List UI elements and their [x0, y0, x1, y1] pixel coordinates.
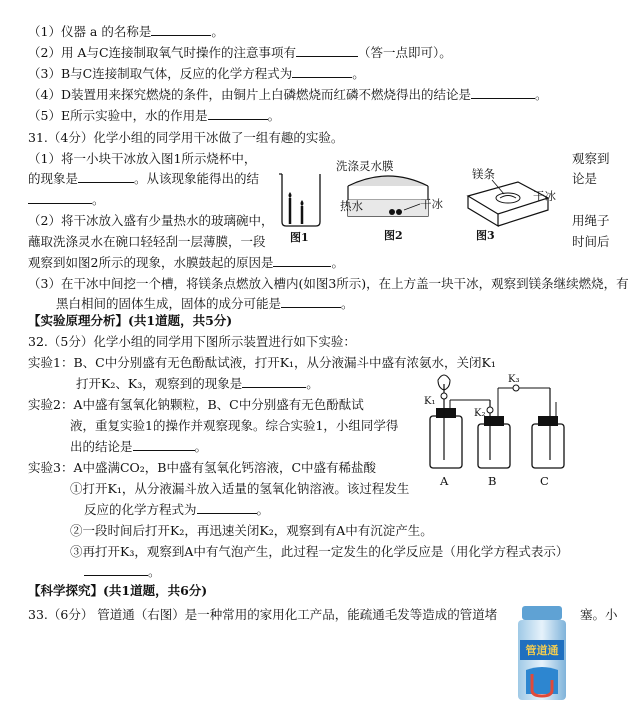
- section-heading-inquiry: 【科学探究】(共1道题，共6分): [28, 583, 208, 598]
- q33-line-a: 33.（6分） 管道通（右图）是一种常用的家用化工产品，能疏通毛发等造成的管道堵: [28, 607, 498, 622]
- q32-exp3-b: ①打开K₁，从分液漏斗放入适量的氢氧化钠溶液。该过程发生: [70, 481, 410, 496]
- section-heading-principle: 【实验原理分析】(共1道题，共5分): [28, 313, 233, 328]
- q31-p3b: 黑白相间的固体生成，固体的成分可能是: [56, 296, 282, 311]
- q31-p2-line3: [28, 255, 344, 271]
- q31-p1r2: 论是: [572, 171, 598, 186]
- product-label: 管道通: [525, 644, 559, 657]
- q31-p1-line2: [28, 171, 259, 187]
- answer-blank[interactable]: [197, 502, 257, 514]
- label-bottle-b: B: [488, 474, 497, 488]
- q32-exp3-a: 实验3：A中盛满CO₂，B中盛有氢氧化钙溶液，C中盛有稀盐酸: [28, 460, 377, 475]
- q31-p1a: （1）将一小块干冰放入图1所示烧杯中，: [28, 151, 257, 166]
- label-dry-ice: 干冰: [420, 197, 443, 211]
- q32-exp1-b: 打开K₂、K₃，观察到的现象是: [76, 376, 243, 391]
- answer-blank[interactable]: [151, 24, 211, 36]
- q32-heading: 32.（5分）化学小组的同学用下图所示装置进行如下实验：: [28, 334, 356, 349]
- bottle-c: [532, 388, 564, 468]
- q31-p1c: 。从该现象能得出的结: [134, 171, 260, 186]
- caption-fig1: 图1: [290, 231, 309, 244]
- q30-line5: [28, 108, 280, 124]
- drain-cleaner-product-image: [512, 604, 572, 700]
- q31-p2r2: 时间后: [572, 234, 610, 249]
- answer-blank[interactable]: [281, 296, 341, 308]
- period: 。: [534, 87, 548, 102]
- q33-line-b: 塞。小: [580, 607, 618, 622]
- answer-blank[interactable]: [208, 108, 268, 120]
- q32-apparatus: [420, 372, 580, 484]
- label-bottle-a: A: [440, 474, 449, 488]
- q31-p1b: 的现象是: [28, 171, 79, 186]
- q31-p2r: 用绳子: [572, 213, 610, 228]
- q31-p3-line2: [56, 296, 354, 312]
- q31-heading: 31.（4分）化学小组的同学用干冰做了一组有趣的实验。: [28, 130, 344, 145]
- q31-p1r: 观察到: [572, 151, 610, 166]
- q30-line3: [28, 66, 365, 82]
- q32-exp2-a: 实验2：A中盛有氢氧化钠颗粒，B、C中分别盛有无色酚酞试: [28, 397, 364, 412]
- bottle-b: [478, 385, 550, 468]
- answer-blank[interactable]: [292, 66, 352, 78]
- q32-exp3-c: 反应的化学方程式为: [84, 502, 197, 517]
- label-magnesium: 镁条: [472, 167, 495, 181]
- label-hot-water: 热水: [340, 199, 363, 213]
- q31-p2c: 观察到如图2所示的现象，水膜鼓起的原因是: [28, 255, 274, 270]
- answer-blank[interactable]: [296, 45, 358, 57]
- q32-exp3-e: ③再打开K₃，观察到A中有气泡产生，此过程一定发生的化学反应是（用化学方程式表示）: [70, 544, 569, 559]
- period: 。: [331, 255, 344, 270]
- q30-line1: [28, 24, 224, 40]
- q31-p2a: （2）将干冰放入盛有少量热水的玻璃碗中，: [28, 213, 274, 228]
- q30-line4: [28, 87, 548, 103]
- q32-exp1-a: 实验1：B、C中分别盛有无色酚酞试液，打开K₁，从分液漏斗中盛有浓氨水，关闭K₁: [28, 355, 496, 370]
- q32-exp3-f-line: [84, 564, 161, 580]
- q30-s5: （5）E所示实验中，水的作用是: [28, 108, 208, 123]
- answer-blank[interactable]: [84, 564, 148, 576]
- label-k1: K₁: [424, 396, 436, 407]
- q32-exp1-b-line: [76, 376, 319, 392]
- label-bottle-c: C: [540, 474, 549, 488]
- q30-s1: （1）仪器 a 的名称是: [28, 24, 152, 39]
- q31-figures: [268, 160, 568, 244]
- q32-exp2-c: 出的结论是: [70, 439, 133, 454]
- q31-p3a: （3）在干冰中间挖一个槽，将镁条点燃放入槽内(如图3所示)，在上方盖一块干冰，观察到镁条继续燃烧，有: [28, 276, 629, 291]
- answer-blank[interactable]: [242, 376, 306, 388]
- caption-fig3: 图3: [476, 229, 495, 242]
- figure-1-beaker: [279, 174, 320, 226]
- q32-exp3-c-line: [84, 502, 269, 518]
- label-dry-ice-2: 干冰: [533, 189, 556, 203]
- period: 。: [148, 564, 161, 579]
- q32-exp2-c-line: [70, 439, 207, 455]
- q30-line2: [28, 45, 452, 61]
- period: 。: [341, 296, 354, 311]
- period: 。: [306, 376, 319, 391]
- q30-s2b: （答一点即可）。: [358, 45, 452, 60]
- bottle-a: [430, 375, 490, 468]
- answer-blank[interactable]: [471, 87, 535, 99]
- label-k3: K₃: [508, 374, 520, 385]
- period: 。: [194, 439, 208, 454]
- q30-s2a: （2）用 A与C连接制取氧气时操作的注意事项有: [28, 45, 297, 60]
- q30-s4: （4）D装置用来探究燃烧的条件，由铜片上白磷燃烧而红磷不燃烧得出的结论是: [28, 87, 471, 102]
- answer-blank[interactable]: [273, 255, 331, 267]
- label-film: 洗涤灵水膜: [336, 159, 394, 173]
- q31-p2b: 蘸取洗涤灵水在碗口轻轻刮一层薄膜，一段: [28, 234, 266, 249]
- caption-fig2: 图2: [384, 229, 403, 242]
- period: 。: [352, 66, 365, 81]
- period: 。: [256, 502, 270, 517]
- label-k2: K₂: [474, 408, 486, 419]
- q31-p1d: 。: [92, 192, 105, 207]
- period: 。: [267, 108, 281, 123]
- q31-p1-line3: [28, 192, 105, 208]
- period: 。: [211, 24, 224, 39]
- answer-blank[interactable]: [28, 192, 92, 204]
- answer-blank[interactable]: [78, 171, 134, 183]
- q30-s3: （3）B与C连接制取气体，反应的化学方程式为: [28, 66, 293, 81]
- answer-blank[interactable]: [133, 439, 195, 451]
- q32-exp2-b: 液，重复实验1的操作并观察现象。综合实验1，小组同学得: [70, 418, 399, 433]
- q32-exp3-d: ②一段时间后打开K₂，再迅速关闭K₂，观察到有A中有沉淀产生。: [70, 523, 433, 538]
